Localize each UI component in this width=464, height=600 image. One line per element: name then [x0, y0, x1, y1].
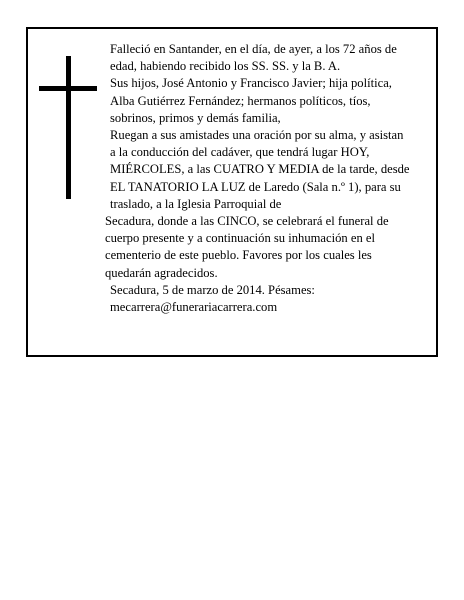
funeral-request: Ruegan a sus amistades una oración por su alma, y asistan a la conducción del cadáver, que tendrá lugar HOY, MIÉRCOLES, a las CUATRO Y MEDIA de la tarde, desde EL TANATORIO LA LUZ de Laredo (Sala n.º 1), para su traslado, a la Iglesia Parroquial de	[110, 128, 410, 211]
cross-horizontal-bar	[39, 86, 97, 91]
funeral-details: Secadura, donde a las CINCO, se celebrará el funeral de cuerpo presente y a continuación su inhumación en el cementerio de este pueblo. Favores por los cuales les quedarán agradecidos.	[105, 214, 389, 280]
cross-vertical-bar	[66, 56, 71, 199]
obituary-text	[105, 41, 418, 316]
cross-icon	[39, 56, 97, 199]
death-announcement: Falleció en Santander, en el día, de ayer, a los 72 años de edad, habiendo recibido los SS. SS. y la B. A.	[110, 42, 397, 74]
family-members: Sus hijos, José Antonio y Francisco Javier; hija política, Alba Gutiérrez Fernández; hermanos políticos, tíos, sobrinos, primos y demás familia,	[110, 76, 392, 125]
condolences-contact: Secadura, 5 de marzo de 2014. Pésames: mecarrera@funerariacarrera.com	[110, 282, 315, 315]
obituary-notice	[26, 27, 438, 357]
